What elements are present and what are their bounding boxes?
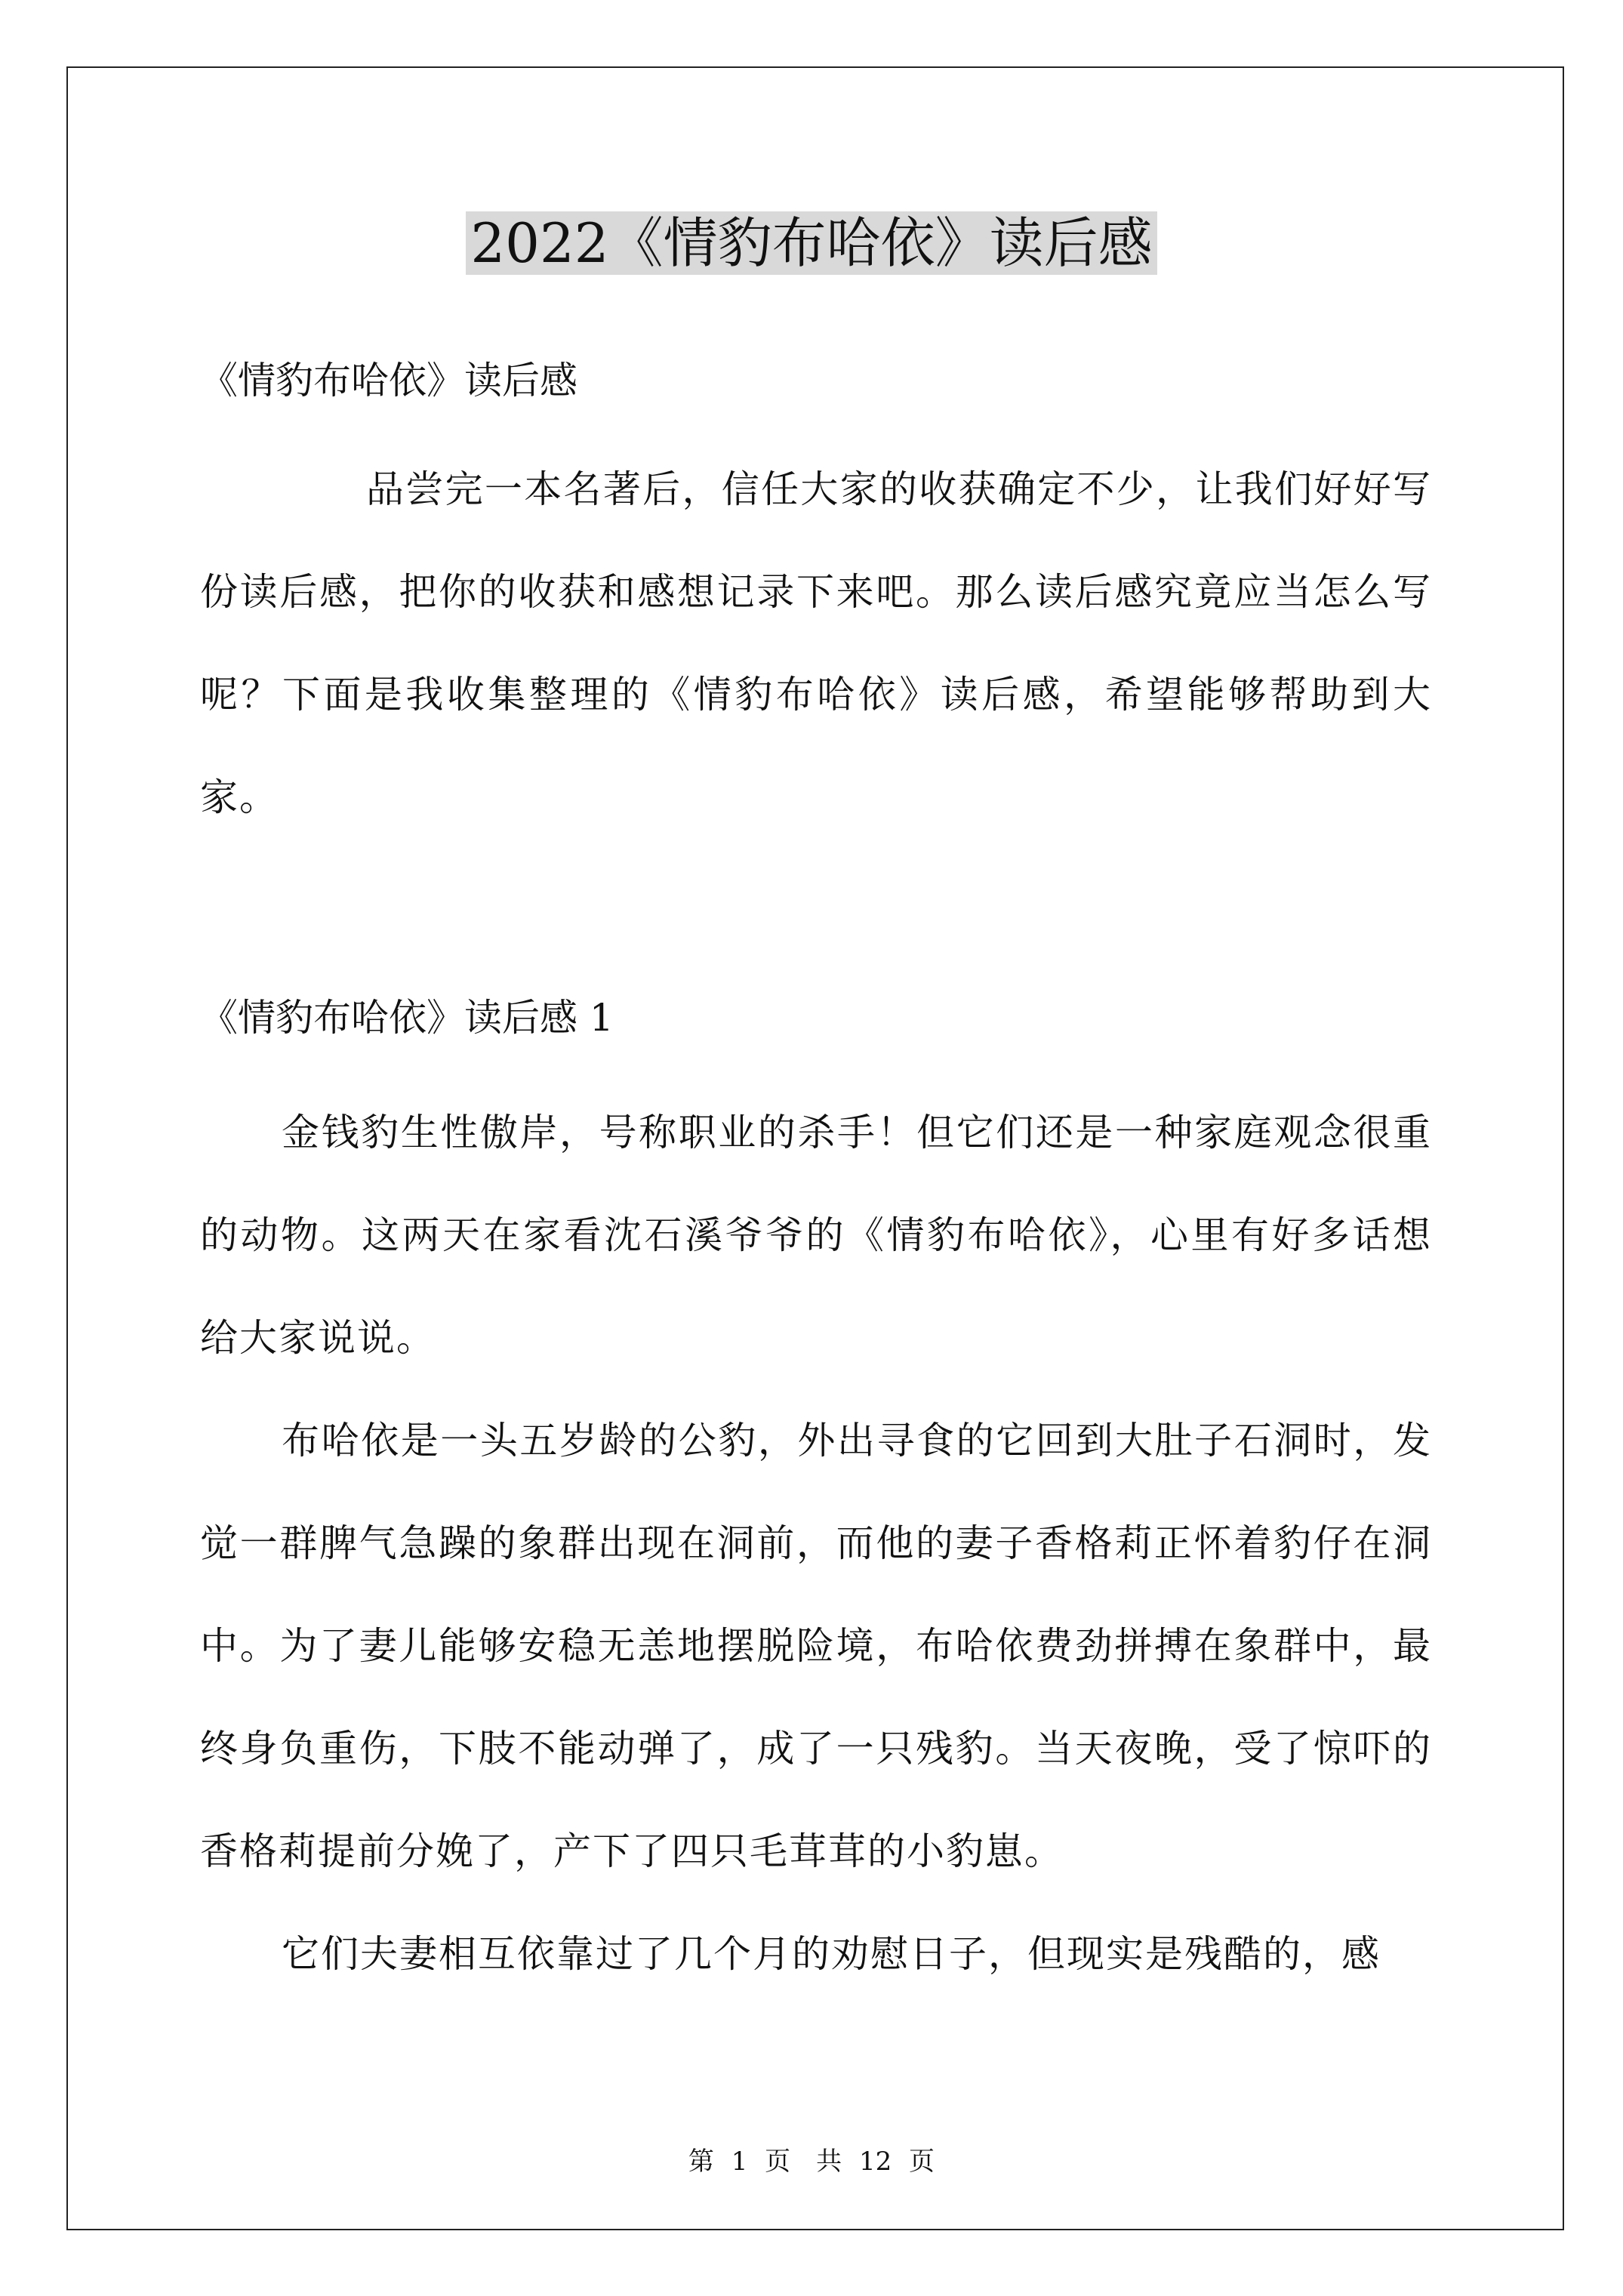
body-paragraph-1: 金钱豹生性傲岸，号称职业的杀手！但它们还是一种家庭观念很重的动物。这两天在家看沈石溪爷爷的《情豹布哈依》，心里有好多话想给大家说说。 [200, 1111, 1432, 1360]
intro-paragraph: 品尝完一本名著后，信任大家的收获确定不少，让我们好好写份读后感，把你的收获和感想记录下来吧。那么读后感究竟应当怎么写呢？下面是我收集整理的《情豹布哈依》读后感，希望能够帮助到大家。 [200, 467, 1432, 819]
document-title-text: 2022《情豹布哈依》读后感 [466, 211, 1156, 275]
document-title [0, 205, 1623, 281]
section-body [200, 1081, 1432, 2005]
intro-heading: 《情豹布哈依》读后感 [200, 359, 577, 402]
body-paragraph-2: 布哈依是一头五岁龄的公豹，外出寻食的它回到大肚子石洞时，发觉一群脾气急躁的象群出现在洞前，而他的妻子香格莉正怀着豹仔在洞中。为了妻儿能够安稳无恙地摆脱险境，布哈依费劲拼搏在象群中，最终身负重伤，下肢不能动弹了，成了一只残豹。当天夜晚，受了惊吓的香格莉提前分娩了，产下了四只毛茸茸的小豹崽。 [200, 1419, 1432, 1873]
page-number-footer: 第 1 页 共 12 页 [688, 2147, 935, 2177]
intro-block [200, 438, 1432, 849]
section-heading: 《情豹布哈依》读后感 1 [200, 996, 614, 1040]
body-paragraph-3: 它们夫妻相互依靠过了几个月的劝慰日子，但现实是残酷的，感 [282, 1932, 1381, 1976]
